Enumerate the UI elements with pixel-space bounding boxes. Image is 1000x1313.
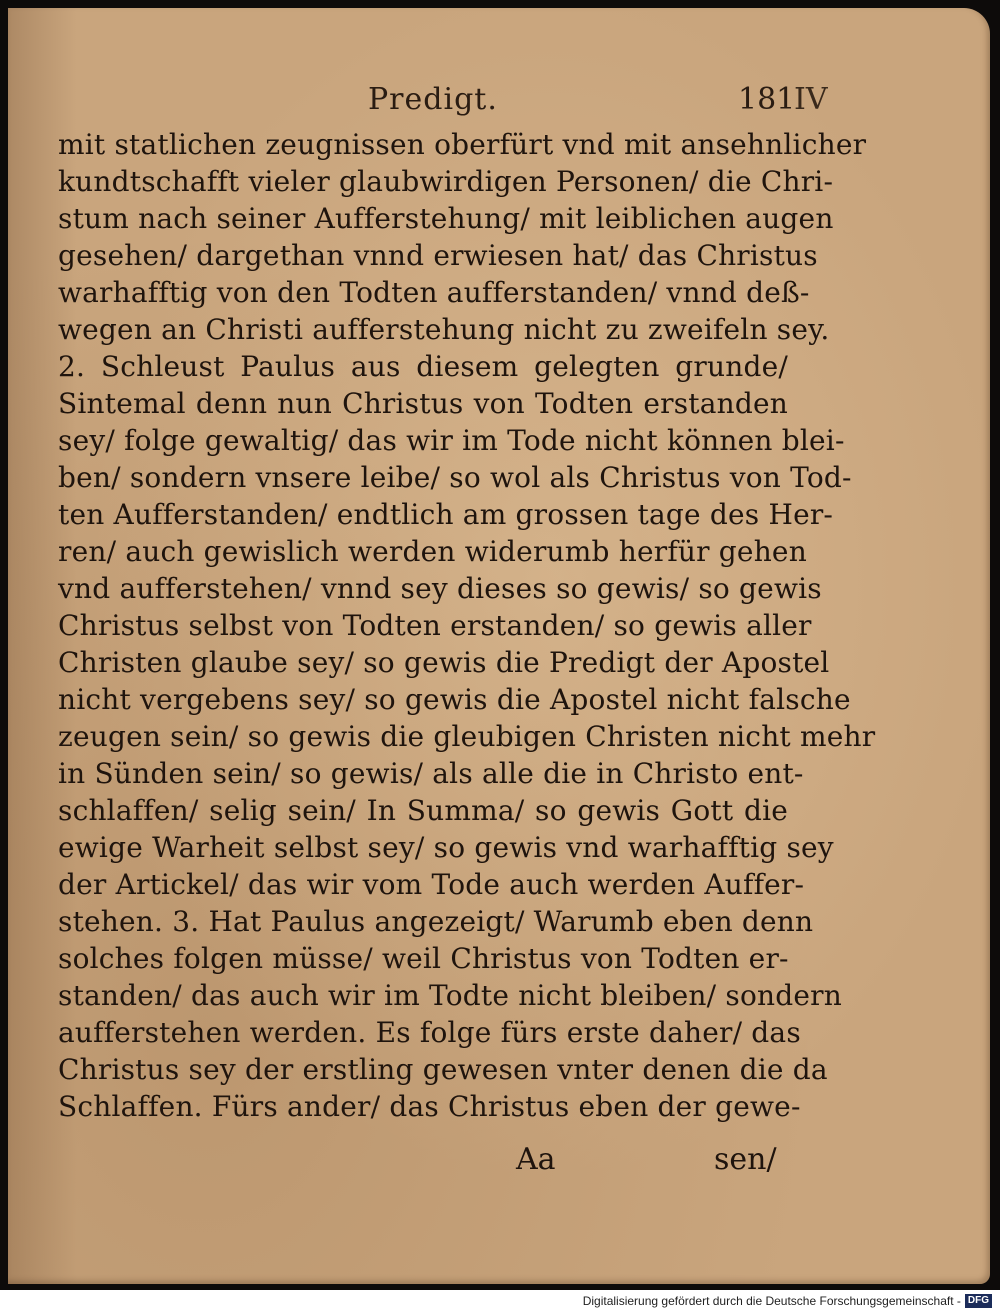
text-line: Christus sey der erstling gewesen vnter denen die da xyxy=(58,1053,828,1086)
page-header xyxy=(8,82,990,122)
dfg-logo: DFG xyxy=(965,1294,992,1308)
text-line: warhafftig von den Todten aufferstanden/ vnnd deß- xyxy=(58,276,810,309)
text-line: zeugen sein/ so gewis die gleubigen Christen nicht mehr xyxy=(58,720,876,753)
text-line: gesehen/ dargethan vnnd erwiesen hat/ das Christus xyxy=(58,239,818,272)
text-line: Christen glaube sey/ so gewis die Predigt der Apostel xyxy=(58,646,830,679)
text-line: sey/ folge gewaltig/ das wir im Tode nicht können blei- xyxy=(58,424,845,457)
running-head: Predigt. xyxy=(368,82,498,117)
page-footer-line xyxy=(8,1142,990,1182)
text-line: Schlaffen. Fürs ander/ das Christus eben der gewe- xyxy=(58,1090,801,1123)
text-line: ren/ auch gewislich werden widerumb herfür gehen xyxy=(58,535,807,568)
text-line: stum nach seiner Aufferstehung/ mit leiblichen augen xyxy=(58,202,834,235)
text-line: nicht vergebens sey/ so gewis die Apostel nicht falsche xyxy=(58,683,851,716)
digitization-credit xyxy=(583,1294,992,1308)
text-line: stehen. 3. Hat Paulus angezeigt/ Warumb eben denn xyxy=(58,905,814,938)
folio-number: 181 xyxy=(738,82,796,117)
text-line: 2. Schleust Paulus aus diesem gelegten grunde/ xyxy=(58,350,788,383)
text-line: vnd aufferstehen/ vnnd sey dieses so gewis/ so gewis xyxy=(58,572,822,605)
text-line: kundtschafft vieler glaubwirdigen Personen/ die Chri- xyxy=(58,165,834,198)
text-line: solches folgen müsse/ weil Christus von Todten er- xyxy=(58,942,789,975)
text-line: ben/ sondern vnsere leibe/ so wol als Christus von Tod- xyxy=(58,461,852,494)
signature-mark: Aa xyxy=(516,1142,556,1177)
catchword: sen/ xyxy=(714,1142,777,1177)
text-line: ewige Warheit selbst sey/ so gewis vnd warhafftig sey xyxy=(58,831,834,864)
text-line: ten Aufferstanden/ endtlich am grossen tage des Her- xyxy=(58,498,834,531)
text-line: aufferstehen werden. Es folge fürs erste daher/ das xyxy=(58,1016,801,1049)
text-line: in Sünden sein/ so gewis/ als alle die in Christo ent- xyxy=(58,757,804,790)
text-line: der Artickel/ das wir vom Tode auch werden Auffer- xyxy=(58,868,805,901)
credit-text: Digitalisierung gefördert durch die Deutsche Forschungsgemeinschaft - xyxy=(582,1294,961,1308)
book-page xyxy=(8,8,990,1284)
text-line: mit statlichen zeugnissen oberfürt vnd mit ansehnlicher xyxy=(58,128,867,161)
text-line: standen/ das auch wir im Todte nicht bleiben/ sondern xyxy=(58,979,842,1012)
text-line: schlaffen/ selig sein/ In Summa/ so gewis Gott die xyxy=(58,794,788,827)
folio-handwritten-note: IV xyxy=(794,82,828,117)
text-line: Christus selbst von Todten erstanden/ so gewis aller xyxy=(58,609,812,642)
text-line: Sintemal denn nun Christus von Todten erstanden xyxy=(58,387,788,420)
text-line: wegen an Christi aufferstehung nicht zu zweifeln sey. xyxy=(58,313,830,346)
body-text xyxy=(58,126,876,1125)
